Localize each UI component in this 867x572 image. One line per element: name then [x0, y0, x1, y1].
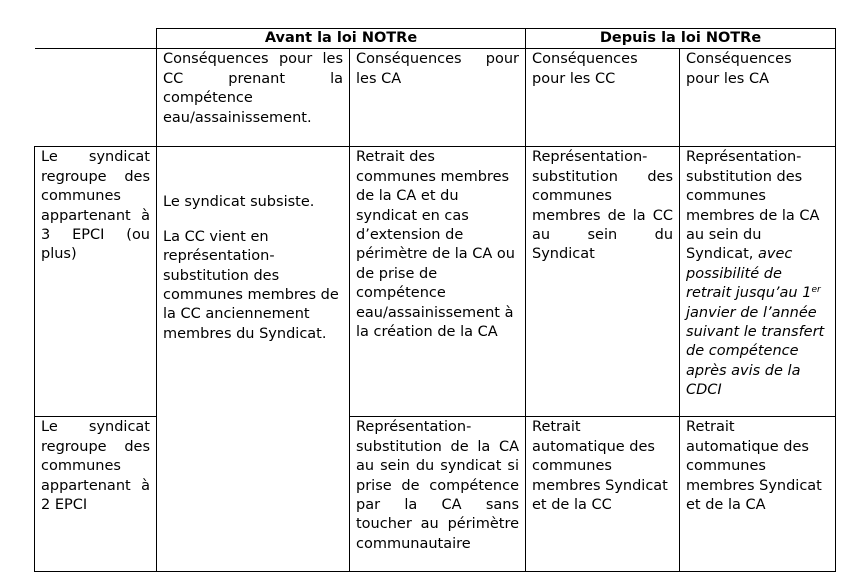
row1-since-ca-italic-b: janvier de l’année suivant le transfert de compétence après avis de la CDCI: [686, 304, 825, 399]
row1-before-ca: Retrait des communes membres de la CA et du syndicat en cas d’extension de périmètre de la CA ou de prise de compétence eau/assainissement à la création de la CA: [350, 147, 526, 417]
row-label-2-epci: Le syndicat regroupe des communes appartenant à 2 EPCI: [35, 417, 157, 572]
subheader-since-ca: Conséquences pour les CA: [680, 49, 836, 147]
shared-before-cc-cell: [157, 147, 350, 572]
subheader-row: [35, 49, 836, 147]
header-row: [35, 29, 836, 49]
empty-corner-cell: [35, 29, 157, 49]
subheader-before-ca: Conséquences pour les CA: [350, 49, 526, 147]
empty-label-cell: [35, 49, 157, 147]
syndicat-subsiste-text: Le syndicat subsiste.: [163, 194, 315, 211]
row-label-3-epci: Le syndicat regroupe des communes appartenant à 3 EPCI (ou plus): [35, 147, 157, 417]
cc-substitution-text: La CC vient en représentation-substitution des communes membres de la CC anciennement membres du Syndicat.: [163, 228, 339, 342]
row1-since-ca-sup: er: [811, 285, 821, 296]
subheader-since-cc: Conséquences pour les CC: [526, 49, 680, 147]
table-row: [35, 147, 836, 417]
row1-since-ca-italic-a: avec possibilité de retrait jusqu’au 1: [686, 246, 812, 302]
row2-since-cc: Retrait automatique des communes membres Syndicat et de la CC: [526, 417, 680, 572]
row1-since-cc: Représentation-substitution des communes membres de la CC au sein du Syndicat: [526, 147, 680, 417]
subheader-before-cc: Conséquences pour les CC prenant la compétence eau/assainissement.: [157, 49, 350, 147]
header-since-notre: Depuis la loi NOTRe: [526, 29, 836, 49]
row2-since-ca: Retrait automatique des communes membres Syndicat et de la CA: [680, 417, 836, 572]
row1-since-ca-text: Représentation-substitution des communes membres de la CA au sein du Syndicat,: [686, 149, 820, 263]
notre-comparison-table: [34, 28, 836, 572]
row1-since-ca: [680, 147, 836, 417]
table-row: [35, 417, 836, 572]
row2-before-ca: Représentation-substitution de la CA au sein du syndicat si prise de compétence par la CA sans toucher au périmètre communautaire: [350, 417, 526, 572]
header-before-notre: Avant la loi NOTRe: [157, 29, 526, 49]
